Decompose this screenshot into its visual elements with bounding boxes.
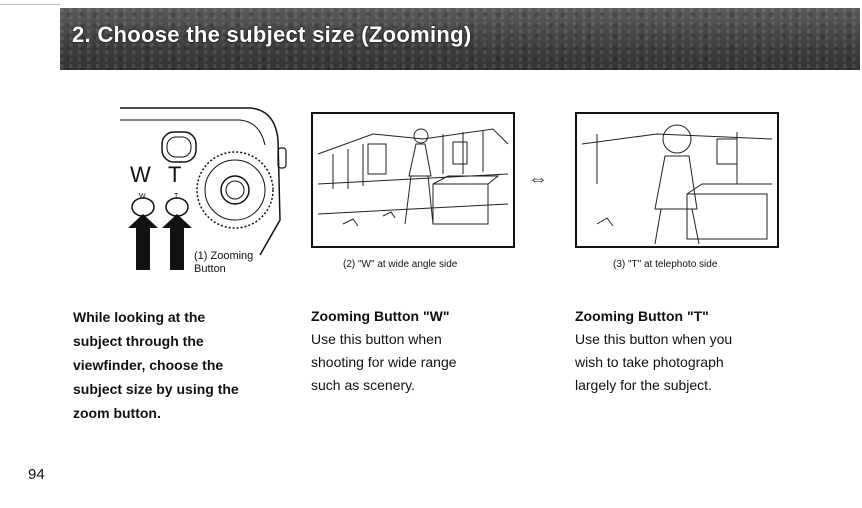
comparison-arrow-icon: ⇔ xyxy=(528,168,548,190)
t-small-label: T xyxy=(174,193,179,200)
w-button-description: Use this button when shooting for wide range such as scenery. xyxy=(311,331,457,393)
telephoto-scene xyxy=(577,114,777,246)
t-label: T xyxy=(168,162,182,187)
intro-text: While looking at the subject through the viewfinder, choose the subject size by using the zoom button. xyxy=(73,309,239,421)
page-number: 94 xyxy=(28,466,45,483)
top-rule xyxy=(0,4,60,5)
w-button-title: Zooming Button "W" xyxy=(311,308,450,324)
wide-angle-caption: (2) "W" at wide angle side xyxy=(343,259,458,270)
wide-angle-scene xyxy=(313,114,513,246)
t-button-description: Use this button when you wish to take photograph largely for the subject. xyxy=(575,331,733,393)
w-small-label: W xyxy=(139,193,146,200)
t-button-title: Zooming Button "T" xyxy=(575,308,709,324)
wide-angle-photo xyxy=(311,112,515,248)
w-label: W xyxy=(130,162,151,187)
section-header-banner xyxy=(60,8,860,70)
section-title: 2. Choose the subject size (Zooming) xyxy=(72,22,472,47)
camera-illustration xyxy=(110,100,300,285)
telephoto-caption: (3) "T" at telephoto side xyxy=(613,259,718,270)
zoom-button-caption: (1) Zooming Button xyxy=(194,250,254,275)
telephoto-photo xyxy=(575,112,779,248)
